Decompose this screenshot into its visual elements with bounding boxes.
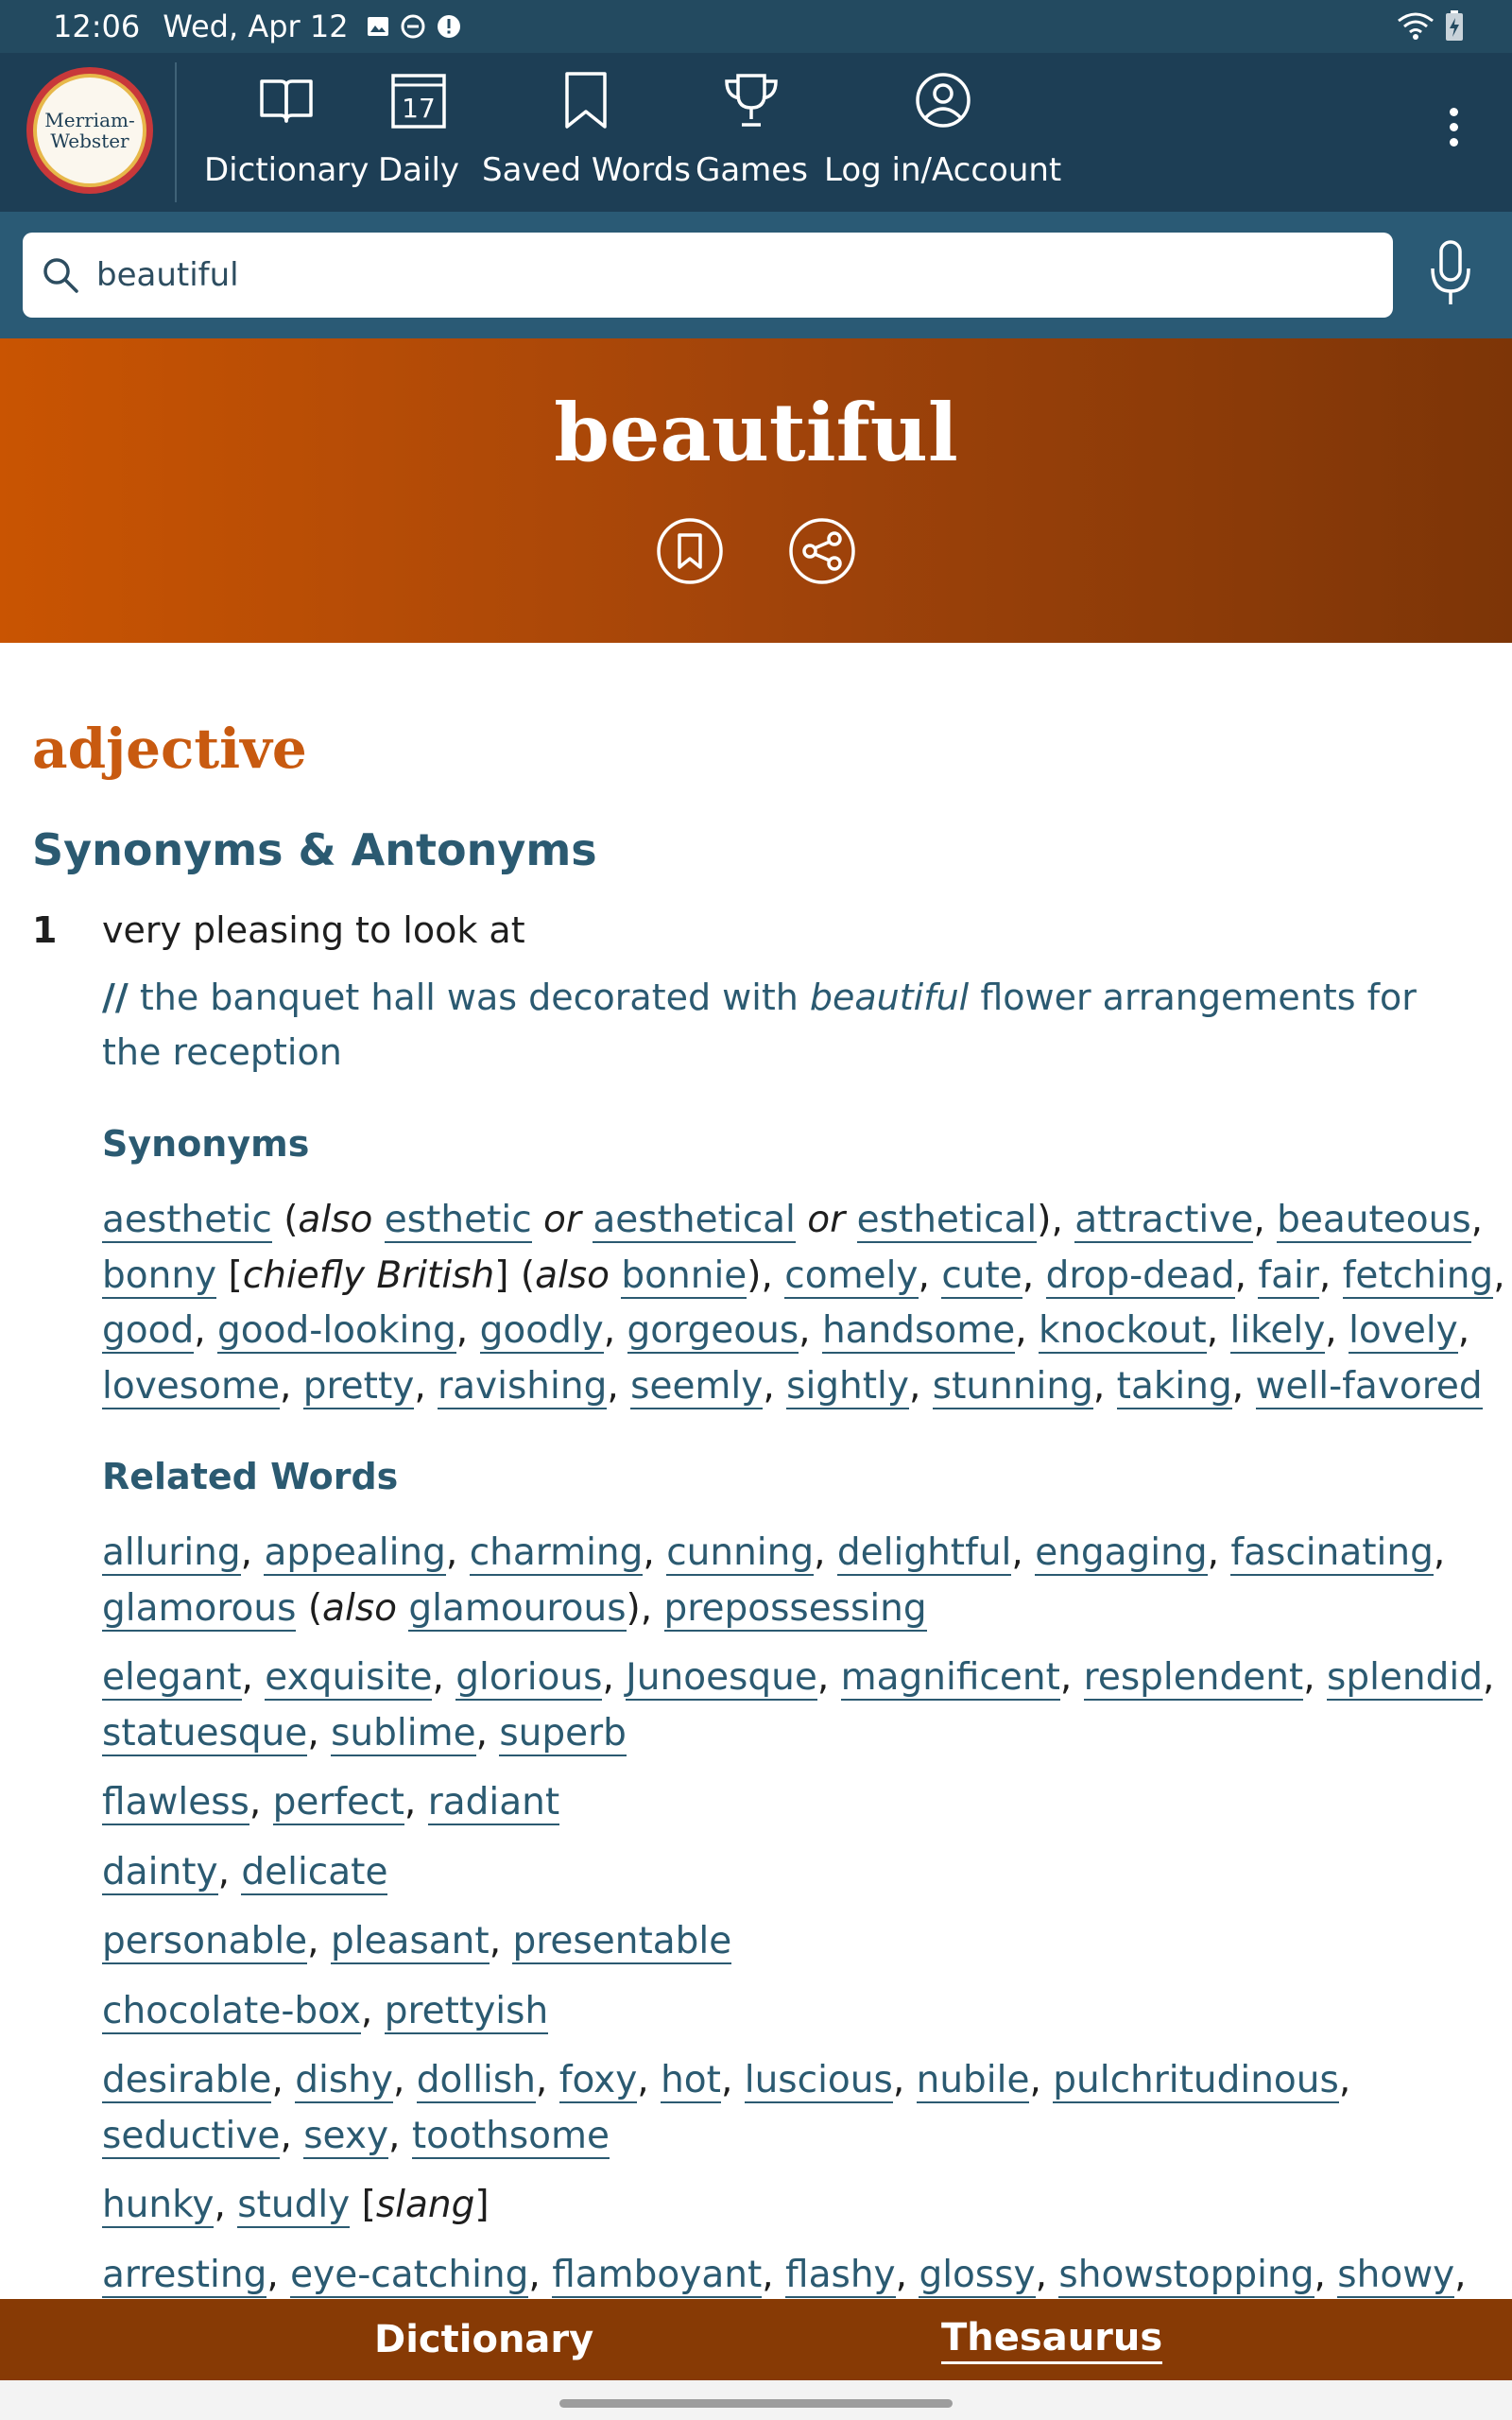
- overflow-menu-icon[interactable]: [1442, 108, 1465, 157]
- headword-banner: [0, 338, 1512, 643]
- related-word-group: hunky, studly [slang]: [102, 2184, 490, 2226]
- word-link[interactable]: pulchritudinous: [1053, 2059, 1339, 2101]
- related-word-group: flawless, perfect, radiant: [102, 1781, 560, 1824]
- word-link[interactable]: fascinating: [1230, 1531, 1434, 1574]
- word-link[interactable]: cunning: [666, 1531, 815, 1574]
- word-link[interactable]: eye-catching: [290, 2253, 529, 2296]
- word-link[interactable]: sightly: [786, 1364, 909, 1408]
- usage-note: also: [535, 1253, 610, 1297]
- share-icon[interactable]: [787, 516, 857, 586]
- word-link[interactable]: showy: [1337, 2253, 1455, 2296]
- word-link[interactable]: dishy: [295, 2059, 393, 2101]
- microphone-icon[interactable]: [1427, 238, 1474, 310]
- word-link[interactable]: likely: [1229, 1309, 1326, 1352]
- headword: beautiful: [554, 386, 958, 479]
- word-link[interactable]: seductive: [102, 2114, 281, 2157]
- word-link[interactable]: fetching: [1342, 1253, 1494, 1297]
- word-link[interactable]: glossy: [919, 2253, 1036, 2296]
- save-word-bookmark-icon[interactable]: [655, 516, 725, 586]
- battery-icon: [1444, 9, 1465, 42]
- nav-daily[interactable]: [378, 70, 459, 189]
- related-word-group: elegant, exquisite, glorious, Junoesque, magnificent, resplendent, splendid, statuesque, sublime, superb: [102, 1656, 1495, 1754]
- word-link[interactable]: resplendent: [1083, 1656, 1304, 1699]
- word-link[interactable]: fair: [1258, 1253, 1319, 1297]
- tab-dictionary[interactable]: [374, 2299, 593, 2380]
- bottom-tab-bar: [0, 2299, 1512, 2380]
- word-link[interactable]: statuesque: [102, 1711, 308, 1754]
- word-link[interactable]: pleasant: [330, 1920, 490, 1962]
- nav-divider: [175, 62, 177, 202]
- word-link[interactable]: splendid: [1327, 1656, 1484, 1699]
- account-icon: [913, 70, 973, 130]
- usage-note: or: [807, 1199, 846, 1241]
- word-link[interactable]: taking: [1116, 1364, 1232, 1408]
- gesture-handle[interactable]: [559, 2399, 953, 2408]
- wifi-icon: [1397, 9, 1435, 42]
- word-link[interactable]: attractive: [1074, 1199, 1254, 1241]
- do-not-disturb-icon: [400, 13, 426, 40]
- usage-note: slang: [375, 2184, 475, 2226]
- word-link[interactable]: seemly: [630, 1364, 764, 1408]
- word-link[interactable]: comely: [784, 1253, 919, 1297]
- word-link[interactable]: alluring: [102, 1531, 241, 1574]
- tab-dictionary-label: Dictionary: [374, 2318, 594, 2361]
- word-link[interactable]: nubile: [916, 2059, 1030, 2101]
- app-nav-bar: [0, 53, 1512, 212]
- word-link[interactable]: foxy: [558, 2059, 638, 2101]
- related-word-group: dainty, delicate: [102, 1850, 388, 1893]
- word-link[interactable]: prepossessing: [663, 1586, 927, 1630]
- word-link[interactable]: handsome: [821, 1309, 1016, 1352]
- word-link[interactable]: hunky: [102, 2184, 215, 2226]
- word-link[interactable]: toothsome: [411, 2114, 610, 2157]
- word-link[interactable]: good-looking: [217, 1309, 456, 1352]
- word-link[interactable]: chocolate-box: [102, 1989, 361, 2032]
- nav-dictionary-label: Dictionary: [204, 151, 369, 189]
- example-text-after: flower arrangements for the reception: [102, 977, 1417, 1073]
- word-link[interactable]: personable: [102, 1920, 308, 1962]
- alert-icon: [436, 13, 462, 40]
- related-word-group: chocolate-box, prettyish: [102, 1989, 549, 2032]
- word-link[interactable]: stunning: [932, 1364, 1093, 1408]
- word-link[interactable]: bonny: [102, 1253, 217, 1297]
- tab-thesaurus[interactable]: [941, 2299, 1162, 2380]
- synonyms-list: aesthetic (also esthetic or aesthetical or esthetical), attractive, beauteous, bonny [chiefly British] (also bonnie), comely, cute, drop-dead, fair, fetching, good, good-looking, goodly, gorgeous, handsome, knockout, likely, lovely, lovesome, pretty, ravishing, seemly, sightly, stunning, taking, well-favored: [102, 1199, 1505, 1408]
- word-link[interactable]: knockout: [1039, 1309, 1207, 1352]
- word-link[interactable]: pretty: [302, 1364, 415, 1408]
- usage-note: also: [298, 1199, 373, 1241]
- word-link[interactable]: esthetical: [856, 1199, 1038, 1241]
- gesture-navigation-bar: [0, 2380, 1512, 2420]
- nav-saved-words[interactable]: [482, 70, 691, 189]
- word-link[interactable]: beauteous: [1277, 1199, 1471, 1241]
- nav-saved-words-label: Saved Words: [482, 151, 691, 189]
- word-link[interactable]: Junoesque: [626, 1656, 817, 1699]
- word-link[interactable]: desirable: [102, 2059, 272, 2101]
- word-link[interactable]: drop-dead: [1045, 1253, 1235, 1297]
- related-words-list: [102, 1526, 1510, 2317]
- word-link[interactable]: well-favored: [1255, 1364, 1483, 1408]
- word-link[interactable]: exquisite: [265, 1656, 433, 1699]
- word-link[interactable]: cute: [941, 1253, 1022, 1297]
- bookmark-icon: [556, 70, 616, 130]
- example-marker: //: [102, 977, 129, 1018]
- word-link[interactable]: showstopping: [1058, 2253, 1314, 2296]
- word-link[interactable]: good: [102, 1309, 195, 1352]
- word-link[interactable]: flawless: [102, 1781, 249, 1824]
- word-link[interactable]: appealing: [264, 1531, 446, 1574]
- nav-account-label: Log in/Account: [824, 151, 1062, 189]
- nav-games-label: Games: [696, 151, 808, 189]
- calendar-icon: [388, 70, 449, 130]
- image-icon: [366, 14, 390, 39]
- related-word-group: alluring, appealing, charming, cunning, delightful, engaging, fascinating, glamorous (also glamourous), prepossessing: [102, 1531, 1446, 1630]
- status-bar: [0, 0, 1512, 53]
- usage-note: chiefly British: [242, 1253, 495, 1297]
- related-words-heading: Related Words: [102, 1456, 399, 1497]
- search-field[interactable]: [23, 233, 1393, 318]
- word-link[interactable]: superb: [499, 1711, 627, 1754]
- section-title: Synonyms & Antonyms: [32, 824, 597, 875]
- word-link[interactable]: goodly: [479, 1309, 604, 1352]
- word-link[interactable]: esthetic: [384, 1199, 532, 1241]
- word-link[interactable]: presentable: [512, 1920, 732, 1962]
- word-link[interactable]: charming: [469, 1531, 644, 1574]
- status-time: 12:06: [53, 9, 141, 44]
- word-link[interactable]: glamourous: [408, 1586, 627, 1630]
- word-link[interactable]: delicate: [241, 1850, 388, 1893]
- example-emphasis: beautiful: [809, 977, 970, 1018]
- trophy-icon: [721, 70, 782, 130]
- word-link[interactable]: delightful: [836, 1531, 1012, 1574]
- word-link[interactable]: flashy: [785, 2253, 896, 2296]
- word-link[interactable]: ravishing: [438, 1364, 608, 1408]
- nav-daily-label: Daily: [378, 151, 460, 189]
- search-input[interactable]: [94, 255, 1327, 295]
- nav-dictionary[interactable]: [204, 70, 369, 189]
- word-link[interactable]: aesthetical: [593, 1199, 796, 1241]
- nav-games[interactable]: [696, 70, 808, 189]
- logo-line-2: Webster: [50, 130, 129, 152]
- word-link[interactable]: magnificent: [840, 1656, 1060, 1699]
- word-link[interactable]: glorious: [455, 1656, 603, 1699]
- nav-account[interactable]: [824, 70, 1061, 189]
- book-icon: [256, 70, 317, 130]
- word-link[interactable]: luscious: [744, 2059, 893, 2101]
- word-link[interactable]: dollish: [416, 2059, 536, 2101]
- word-link[interactable]: gorgeous: [627, 1309, 799, 1352]
- related-word-group: personable, pleasant, presentable: [102, 1920, 732, 1962]
- word-link[interactable]: glamorous: [102, 1586, 297, 1630]
- tab-thesaurus-label: Thesaurus: [941, 2316, 1162, 2364]
- usage-example: [102, 970, 1472, 1080]
- sense-definition: very pleasing to look at: [102, 909, 525, 951]
- related-word-group: desirable, dishy, dollish, foxy, hot, luscious, nubile, pulchritudinous, seductive, sexy, toothsome: [102, 2059, 1351, 2157]
- status-date: Wed, Apr 12: [163, 9, 349, 44]
- word-link[interactable]: arresting: [102, 2253, 267, 2296]
- calendar-day-number: 17: [402, 93, 436, 124]
- usage-note: also: [322, 1586, 397, 1630]
- word-link[interactable]: studly: [237, 2184, 351, 2226]
- word-link[interactable]: bonnie: [621, 1253, 747, 1297]
- word-link[interactable]: sexy: [303, 2114, 389, 2157]
- word-link[interactable]: lovesome: [102, 1364, 280, 1408]
- sense-number: 1: [32, 909, 58, 951]
- related-word-group: arresting, eye-catching, flamboyant, flashy, glossy, showstopping, showy,: [102, 2253, 1467, 2296]
- merriam-webster-logo[interactable]: [26, 67, 153, 194]
- word-link[interactable]: dainty: [102, 1850, 218, 1893]
- example-text-before: the banquet hall was decorated with: [128, 977, 810, 1018]
- word-link[interactable]: sublime: [331, 1711, 476, 1754]
- word-link[interactable]: prettyish: [384, 1989, 549, 2032]
- synonyms-heading: Synonyms: [102, 1123, 310, 1165]
- word-link[interactable]: aesthetic: [102, 1199, 272, 1241]
- word-link[interactable]: perfect: [272, 1781, 404, 1824]
- word-link[interactable]: elegant: [102, 1656, 242, 1699]
- search-bar: [0, 212, 1512, 338]
- word-link[interactable]: lovely: [1349, 1309, 1458, 1352]
- part-of-speech: adjective: [32, 717, 307, 781]
- usage-note: or: [543, 1199, 581, 1241]
- word-link[interactable]: engaging: [1035, 1531, 1208, 1574]
- logo-line-1: Merriam-: [44, 109, 135, 131]
- word-link[interactable]: flamboyant: [552, 2253, 763, 2296]
- word-link[interactable]: radiant: [427, 1781, 560, 1824]
- search-icon: [42, 256, 79, 294]
- word-link[interactable]: hot: [661, 2059, 721, 2101]
